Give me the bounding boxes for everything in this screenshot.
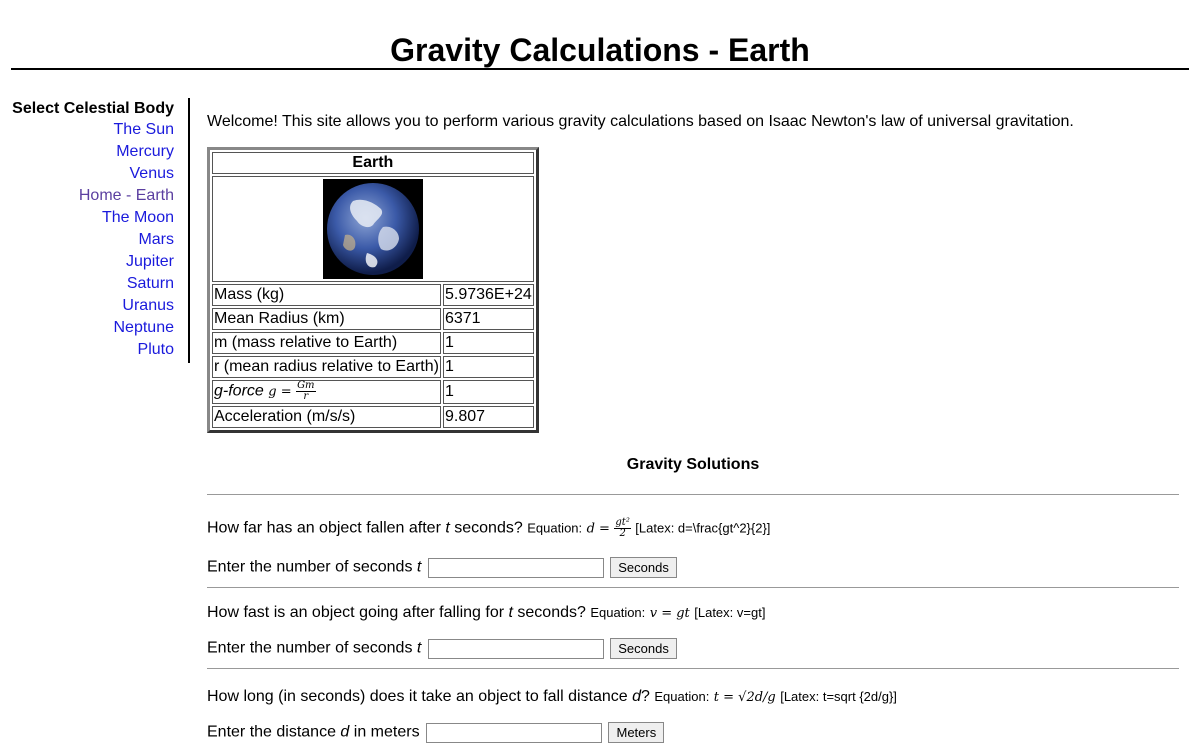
- latex-text: [Latex: v=gt]: [694, 605, 766, 620]
- latex-text: [Latex: t=sqrt {2d/g}]: [780, 689, 897, 704]
- planet-info-table: [207, 147, 539, 433]
- sidebar-item-pluto[interactable]: Pluto: [137, 341, 174, 358]
- entry-var: d: [340, 723, 350, 741]
- row-label: Mean Radius (km): [212, 308, 441, 330]
- sidebar-item-saturn[interactable]: Saturn: [126, 275, 174, 292]
- gforce-equation-den: r: [303, 391, 309, 402]
- row-value: 6371: [443, 308, 534, 330]
- sidebar-item-jupiter[interactable]: Jupiter: [125, 253, 174, 270]
- entry-label: Enter the number of seconds: [207, 639, 417, 657]
- table-row: [212, 308, 534, 330]
- equation-lhs: d =: [586, 521, 610, 537]
- equation-text: v = gt: [649, 606, 690, 621]
- table-row: [212, 332, 534, 354]
- equation-num: gt²: [615, 517, 630, 528]
- question-text: How fast is an object going after falling for: [207, 604, 509, 621]
- row-label: Mass (kg): [212, 284, 441, 306]
- equation-den: 2: [619, 528, 626, 539]
- row-value: 9.807: [443, 406, 534, 428]
- divider: [207, 587, 1179, 588]
- question-text-suffix: seconds?: [512, 604, 586, 621]
- equation-label: Equation:: [654, 689, 710, 704]
- earth-globe-icon: [323, 179, 423, 279]
- gforce-equation-num: Gm: [297, 380, 315, 391]
- entry-label: Enter the distance: [207, 723, 341, 741]
- question-text-suffix: seconds?: [449, 519, 523, 537]
- equation-fraction: [614, 518, 630, 539]
- equation-label: Equation:: [590, 605, 646, 620]
- table-row: [212, 406, 534, 428]
- solutions-heading: Gravity Solutions: [626, 456, 760, 473]
- sidebar-item-sun[interactable]: The Sun: [113, 121, 174, 138]
- question-var: d: [632, 688, 642, 705]
- divider: [207, 668, 1179, 669]
- seconds-input-distance[interactable]: [428, 558, 604, 578]
- sidebar-item-mercury[interactable]: Mercury: [116, 143, 174, 160]
- row-value: 1: [443, 356, 534, 378]
- table-row: [212, 284, 534, 306]
- sidebar-item-earth[interactable]: Home - Earth: [78, 187, 174, 204]
- question-distance-fallen: [207, 518, 770, 540]
- gforce-label: g-force: [214, 382, 264, 400]
- question-text-suffix: ?: [641, 688, 650, 705]
- welcome-text: Welcome! This site allows you to perform various gravity calculations based on Isaac Newton's law of universal gravitation.: [207, 113, 1074, 130]
- entry-var: t: [416, 558, 422, 576]
- latex-text: [Latex: d=\frac{gt^2}{2}]: [635, 520, 771, 536]
- page-title: Gravity Calculations - Earth: [390, 32, 810, 68]
- equation-text: t = √2d/g: [713, 690, 776, 705]
- question-fall-time: [207, 687, 897, 708]
- row-label: [212, 380, 441, 404]
- question-text: How far has an object fallen after: [207, 519, 446, 537]
- meters-button[interactable]: Meters: [608, 722, 664, 743]
- entry-label-suffix: in meters: [349, 723, 420, 741]
- row-value: 5.9736E+24: [443, 284, 534, 306]
- entry-row-seconds-2: [207, 638, 677, 659]
- row-value: 1: [443, 380, 534, 404]
- table-row: [212, 380, 534, 404]
- planet-table-title: Earth: [212, 152, 534, 174]
- sidebar-item-venus[interactable]: Venus: [129, 165, 174, 182]
- row-label: m (mass relative to Earth): [212, 332, 441, 354]
- entry-label: Enter the number of seconds: [207, 558, 417, 576]
- seconds-button-distance[interactable]: Seconds: [610, 557, 677, 578]
- entry-row-seconds-1: [207, 557, 677, 578]
- sidebar: [0, 98, 190, 363]
- question-text: How long (in seconds) does it take an object to fall distance: [207, 688, 633, 705]
- sidebar-item-uranus[interactable]: Uranus: [122, 297, 174, 314]
- sidebar-item-neptune[interactable]: Neptune: [113, 319, 174, 336]
- row-label: r (mean radius relative to Earth): [212, 356, 441, 378]
- question-velocity: [207, 603, 765, 624]
- entry-var: t: [416, 639, 422, 657]
- row-value: 1: [443, 332, 534, 354]
- gforce-equation-lhs: g =: [268, 384, 292, 400]
- question-var: t: [445, 519, 450, 537]
- seconds-button-velocity[interactable]: Seconds: [610, 638, 677, 659]
- equation-label: Equation:: [527, 520, 583, 536]
- sidebar-item-mars[interactable]: Mars: [138, 231, 174, 248]
- sidebar-item-moon[interactable]: The Moon: [101, 209, 174, 226]
- gforce-equation-fraction: [296, 381, 315, 402]
- divider: [207, 494, 1179, 495]
- question-var: t: [508, 604, 513, 621]
- seconds-input-velocity[interactable]: [428, 639, 604, 659]
- row-label: Acceleration (m/s/s): [212, 406, 441, 428]
- planet-image-cell: [212, 176, 534, 282]
- title-divider: [11, 68, 1189, 70]
- table-row: [212, 356, 534, 378]
- sidebar-heading: Select Celestial Body: [12, 100, 174, 117]
